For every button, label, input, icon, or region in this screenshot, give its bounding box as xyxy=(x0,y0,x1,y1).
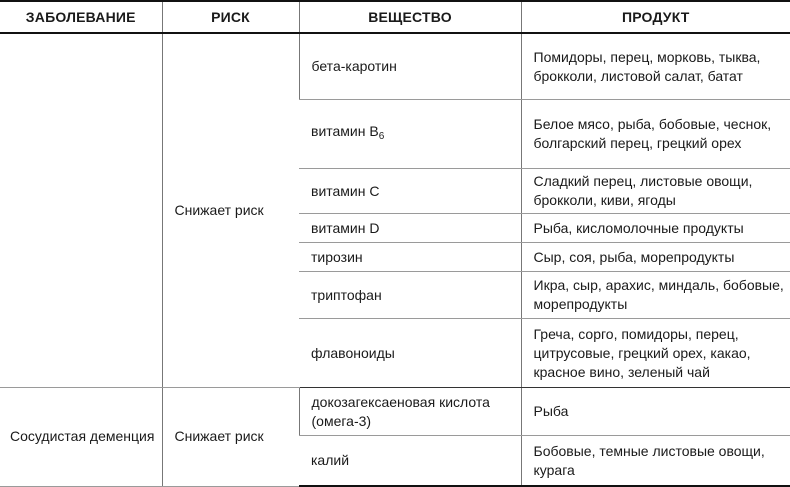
substance-subscript: 6 xyxy=(378,131,385,142)
product-cell: Помидоры, перец, морковь, тыква, брокколи, листовой салат, батат xyxy=(521,33,790,100)
substance-cell: калий xyxy=(299,436,521,487)
product-cell: Сладкий перец, листовые овощи, брокколи, киви, ягоды xyxy=(521,169,790,214)
disease-cell: Сосудистая деменция xyxy=(0,388,162,487)
substance-cell: докозагексаеновая кислота (омега-3) xyxy=(299,388,521,436)
product-cell: Рыба xyxy=(521,388,790,436)
table-row xyxy=(0,388,790,436)
substance-cell: бета-каротин xyxy=(299,33,521,100)
header-substance: ВЕЩЕСТВО xyxy=(299,1,521,33)
product-cell: Греча, сорго, помидоры, перец, цитрусовые, грецкий орех, какао, красное вино, зеленый чай xyxy=(521,319,790,388)
risk-cell: Снижает риск xyxy=(162,33,299,388)
substance-cell: витамин C xyxy=(299,169,521,214)
substance-cell: флавоноиды xyxy=(299,319,521,388)
table-row xyxy=(0,33,790,100)
product-cell: Бобовые, темные листовые овощи, курага xyxy=(521,436,790,487)
substance-cell: витамин D xyxy=(299,214,521,243)
header-risk: РИСК xyxy=(162,1,299,33)
product-cell: Белое мясо, рыба, бобовые, чеснок, болгарский перец, грецкий орех xyxy=(521,100,790,169)
risk-cell: Снижает риск xyxy=(162,388,299,487)
substance-cell: триптофан xyxy=(299,272,521,319)
substance-cell xyxy=(299,100,521,169)
substance-cell: тирозин xyxy=(299,243,521,272)
substance-text: витамин B xyxy=(311,123,379,139)
disease-cell xyxy=(0,33,162,388)
header-product: ПРОДУКТ xyxy=(521,1,790,33)
product-cell: Рыба, кисломолочные продукты xyxy=(521,214,790,243)
header-disease: ЗАБОЛЕВАНИЕ xyxy=(0,1,162,33)
product-cell: Сыр, соя, рыба, морепродукты xyxy=(521,243,790,272)
table-header-row xyxy=(0,1,790,33)
product-cell: Икра, сыр, арахис, миндаль, бобовые, морепродукты xyxy=(521,272,790,319)
